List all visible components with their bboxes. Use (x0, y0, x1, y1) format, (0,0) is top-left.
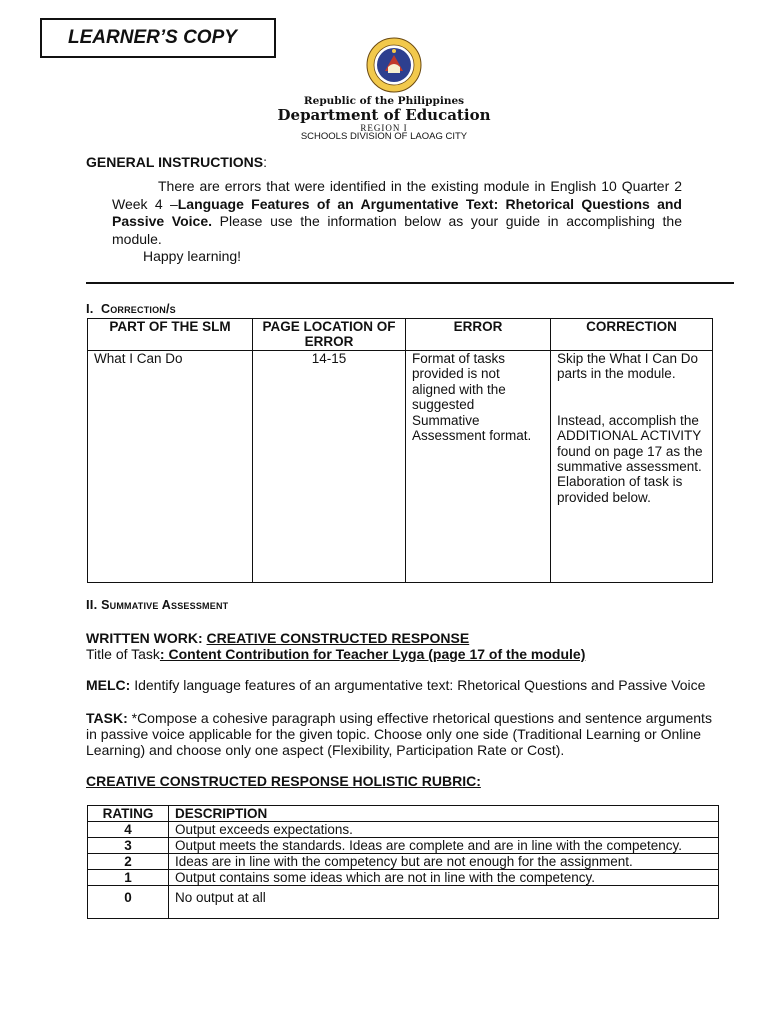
cell-error: Format of tasks provided is not aligned with the suggested Summative Assessment format. (406, 351, 551, 583)
region-line: REGION I (360, 123, 408, 133)
rubric-rating: 3 (88, 838, 169, 854)
table-row (88, 870, 719, 886)
rubric-rating: 2 (88, 854, 169, 870)
rubric-description: Ideas are in line with the competency but are not enough for the assignment. (169, 854, 719, 870)
rubric-heading: CREATIVE CONSTRUCTED RESPONSE HOLISTIC RUBRIC: (86, 773, 481, 789)
corrections-table (87, 318, 713, 583)
header-error: ERROR (406, 319, 551, 351)
header-correction: CORRECTION (551, 319, 713, 351)
task-paragraph: TASK: *Compose a cohesive paragraph using effective rhetorical questions and sentence arguments in passive voice applicable for the given topic. Choose only one side (Traditional Learning or Online Learning) and choose only one aspect (Flexibility, Participation Rate or Cost). (86, 710, 712, 758)
correction-text-1: Skip the What I Can Do parts in the module. (557, 351, 699, 382)
rubric-rating: 0 (88, 886, 169, 919)
rubric-rating: 1 (88, 870, 169, 886)
department-name: Department of Education (277, 106, 491, 124)
header-part: PART OF THE SLM (88, 319, 253, 351)
written-work-line: WRITTEN WORK: CREATIVE CONSTRUCTED RESPONSE (86, 630, 470, 646)
table-row (88, 822, 719, 838)
rubric-rating: 4 (88, 822, 169, 838)
cell-correction (551, 351, 713, 583)
cell-page: 14-15 (253, 351, 406, 583)
header-description: DESCRIPTION (169, 806, 719, 822)
table-row (88, 838, 719, 854)
republic-line: Republic of the Philippines (303, 95, 465, 107)
rubric-header-row (88, 806, 719, 822)
rubric-description: Output contains some ideas which are not in line with the competency. (169, 870, 719, 886)
section-divider (86, 282, 734, 284)
cell-part: What I Can Do (88, 351, 253, 583)
happy-learning-text: Happy learning! (143, 248, 242, 264)
learners-copy-label: LEARNER’S COPY (40, 18, 276, 58)
melc-line: MELC: Identify language features of an argumentative text: Rhetorical Questions and Passive Voice (86, 677, 706, 693)
table-row (88, 886, 719, 919)
general-instructions-text: There are errors that were identified in the existing module in English 10 Quarter 2 Week 4 –Language Features of an Argumentative Text: Rhetorical Questions and Passive Voice. Please use the information below as your guide in accomplishing the module. (112, 178, 682, 247)
division-line: SCHOOLS DIVISION OF LAOAG CITY (300, 131, 468, 142)
table-row (88, 351, 713, 583)
section-1-heading: I. Correction/s (86, 301, 176, 316)
correction-text-2: Instead, accomplish the ADDITIONAL ACTIVITY found on page 17 as the summative assessment. Elaboration of task is provided below. (557, 412, 703, 505)
table-row (88, 854, 719, 870)
corrections-header-row (88, 319, 713, 351)
header-rating: RATING (88, 806, 169, 822)
rubric-description: Output exceeds expectations. (169, 822, 719, 838)
rubric-description: No output at all (169, 886, 719, 919)
deped-seal-icon (366, 37, 422, 93)
header-page: PAGE LOCATION OF ERROR (253, 319, 406, 351)
general-instructions-heading: GENERAL INSTRUCTIONS: (86, 154, 267, 170)
section-2-heading: II. Summative Assessment (86, 597, 229, 612)
rubric-description: Output meets the standards. Ideas are complete and are in line with the competency. (169, 838, 719, 854)
rubric-table (87, 805, 719, 919)
title-of-task-line: Title of Task: Content Contribution for Teacher Lyga (page 17 of the module) (86, 646, 586, 662)
